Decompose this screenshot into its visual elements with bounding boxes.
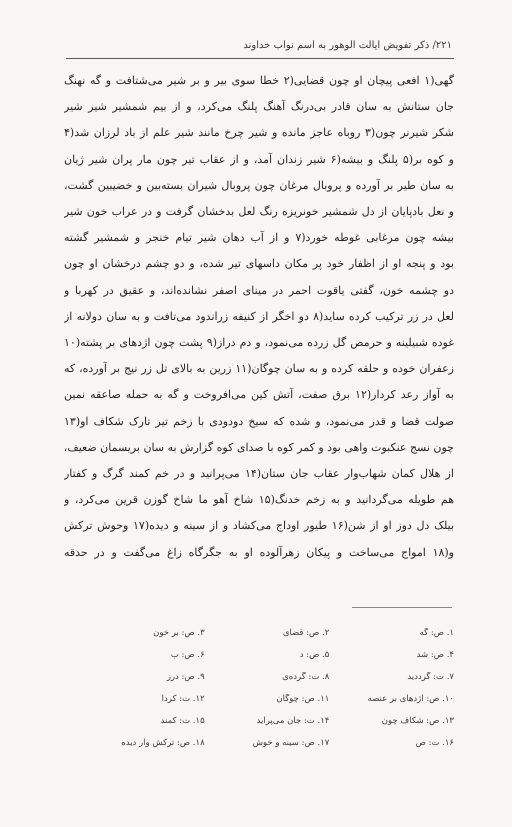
text-line: به آواز رعد کردار(۱۲ برق صفت، آتش کین می‌افروخت و گه به حمله صاعقه نمین (64, 388, 454, 402)
footnote: ۱۰. ص: اژدهای بر عنصه (367, 694, 454, 704)
header-rule (66, 58, 454, 59)
text-line: شکر شیرنر چون(۳ روباه عاجز مانده و شیر چرخ مانند شیر علم از باد لرزان شد(۴ (64, 126, 454, 140)
text-line: از هلال کمان شهاب‌وار عقاب جان ستان(۱۴ می‌پرانید و در خم کمند گرگ و کفتار (64, 467, 454, 481)
text-line: گهی(۱ افعی پیچان او چون قضایی(۲ خطا سوی بیر و بر شیر می‌شتافت و گه نهنگ (64, 74, 454, 87)
text-line: و کوه بر(۵ پلنگ و بیشه(۶ شیر زندان آمد، و از عقاب تیر چون مار پران شیر ژیان (64, 152, 454, 166)
footnote: ۴. ص: شد (416, 650, 454, 660)
running-head: ۲۲۱/ ذکر تفویض ایالت الوهور به اسم نواب خداوند (243, 40, 452, 51)
text-line: و(۱۸ امواج می‌ساخت و پیکان زهرآلوده او به جگرگاه زاغ می‌گفت و در حدقه (64, 545, 454, 559)
footnote: ۵. ص: د (299, 650, 330, 660)
footnote: ۲. ص: قضای (282, 628, 330, 638)
footnote: ۱۵. ت: کمند (160, 716, 205, 726)
text-line: چون نسج عنکبوت واهی بود و کمر کوه با صدای کوه گزارش به سان بریسمان ضعیف، (64, 440, 454, 454)
footnote-row (80, 644, 454, 666)
text-line: لعل در زر ترکیب کرده ساید(۸ دو اخگر از کنیفه زراندود می‌تافت و به سان دولانه از (64, 309, 454, 323)
text-line: صولت قضا و قدر می‌نمود، و شده که سیخ دودودی با زخم تیر تارک شکاف او(۱۳ (64, 414, 454, 428)
footnote: ۹. ص: درز (166, 672, 205, 682)
footnote-row (80, 710, 454, 732)
footnotes (80, 622, 454, 754)
footnote: ۱۳. ص: شکاف چون (381, 716, 454, 726)
text-line: بود و پنجه او از اظفار خود پر مکان داسهای تیر شده، و دو چشم درخشان او چون (64, 257, 454, 271)
footnote: ۱۲. ت: کردا (161, 694, 205, 704)
footnote: ۱. ص: گه (419, 628, 454, 638)
footnote: ۷. ت: گرددید (407, 672, 454, 682)
main-text (64, 68, 454, 566)
footnote: ۳. ص: بر خون (153, 628, 205, 638)
footnote: ۱۸. ص: ترکش وار دیده (121, 738, 205, 748)
footnote-row (80, 666, 454, 688)
text-line: به سان طیر بر آورده و پروبال مرغان چون پروبال شیران بسته‌بین و خضیبین گشت، (64, 178, 454, 192)
text-line: دو چشمه خون، گفتی یاقوت احمر در مینای اصفر نشانده‌اند، و عقیق در کهربا و (64, 283, 454, 297)
footnote-row (80, 622, 454, 644)
text-line: بیشه چون مرغابی غوطه خورد(۷ و از آب دهان شیر تیام خنجر و شمشیر گشته (64, 231, 454, 245)
text-line: هم طویله می‌گردانید و به زخم خدنگ(۱۵ شاخ آهو ما شاخ گوزن قرین می‌کرد، و (64, 493, 454, 507)
footnote: ۶. ص: ب (170, 650, 205, 660)
footnote: ۱۴. ت: جان می‌پراید (256, 716, 330, 726)
footnote: ۱۱. ص: چوگان (276, 694, 330, 704)
text-line: و نعل بادپایان از دل شمشیر خونریزه رنگ لعل بدخشان گرفت و در عراب خون شیر (64, 205, 454, 219)
text-line: بیلک دل دوز او از شن(۱۶ طیور اوداج می‌کشاد و از سینه و دیده(۱۷ وحوش ترکش (64, 519, 454, 533)
text-line: جان ستانش به سان قادر بی‌درنگ آهنگ پلنگ می‌کرد، و از بیم شمشیر شیر شیر (64, 100, 454, 114)
footnote: ۱۶. ت: ص (415, 738, 454, 748)
text-line: زعفران خوده و حلقه کرده و به سان چوگان(۱۱ زرین به بالای تل زر نیج بر آورده، که (64, 362, 454, 376)
text-line: غوده شبیلینه و حرمص گل زرده می‌نمود، و دم دراز(۹ پشت چون اژدهای بر پشته(۱۰ (64, 336, 454, 350)
footnote-row (80, 688, 454, 710)
footnote: ۱۷. ص: سینه و خوش (252, 738, 330, 748)
footnote-row (80, 732, 454, 754)
footnote: ۸. ت: گرده‌ی (282, 672, 330, 682)
footnote-rule (352, 607, 452, 608)
